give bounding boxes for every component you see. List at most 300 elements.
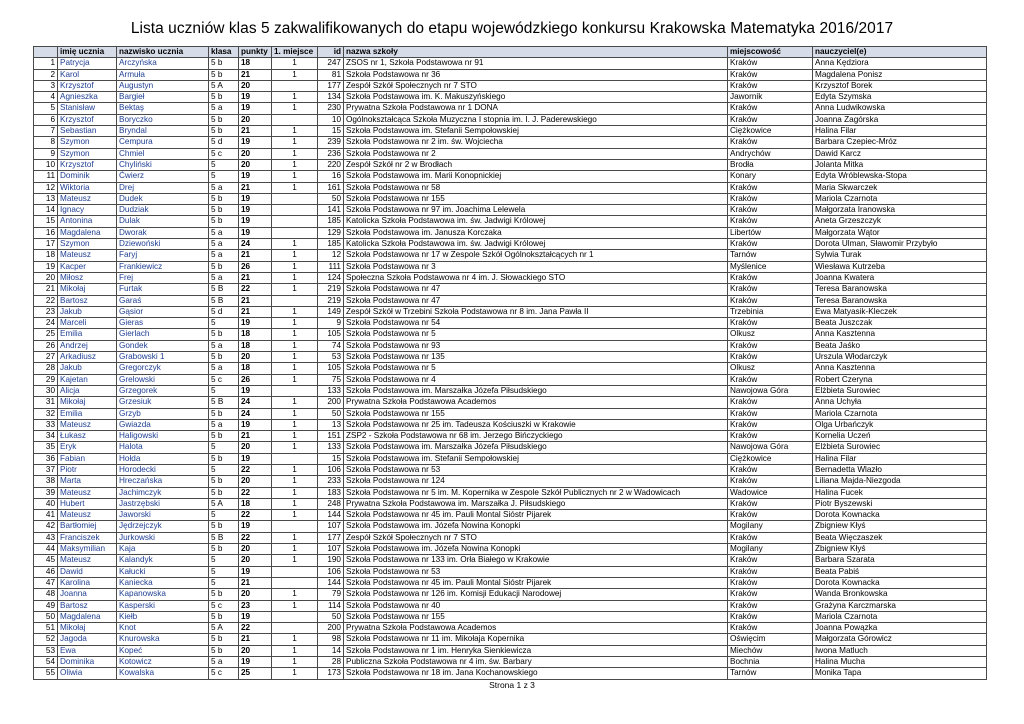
row-number: 13 <box>34 193 58 204</box>
class-cell: 5 b <box>209 634 239 645</box>
school-name-cell: Szkoła Podstawowa nr 1 im. Henryka Sienkiewicza <box>344 645 728 656</box>
student-first-name: Joanna <box>58 589 117 600</box>
row-number: 26 <box>34 340 58 351</box>
table-row <box>34 498 987 509</box>
school-id-cell: 141 <box>318 205 344 216</box>
row-number: 35 <box>34 442 58 453</box>
teacher-cell: Edyta Szymska <box>813 92 987 103</box>
school-name-cell: Szkoła Podstawowa nr 155 <box>344 408 728 419</box>
row-number: 16 <box>34 227 58 238</box>
first-place-cell: 1 <box>272 171 318 182</box>
table-row <box>34 385 987 396</box>
school-id-cell: 106 <box>318 464 344 475</box>
class-cell: 5 c <box>209 668 239 679</box>
student-last-name: Faryj <box>117 250 209 261</box>
header-first-name: imię ucznia <box>58 47 117 58</box>
first-place-cell <box>272 216 318 227</box>
school-name-cell: Prywatna Szkoła Podstawowa Academos <box>344 623 728 634</box>
student-last-name: Dziewoński <box>117 239 209 250</box>
school-id-cell: 79 <box>318 589 344 600</box>
class-cell: 5 d <box>209 306 239 317</box>
student-first-name: Bartłomiej <box>58 521 117 532</box>
teacher-cell: Liliana Majda-Niezgoda <box>813 476 987 487</box>
students-table <box>33 46 987 680</box>
class-cell: 5 a <box>209 419 239 430</box>
city-cell: Kraków <box>728 284 813 295</box>
teacher-cell: Dorota Ulman, Sławomir Przybyło <box>813 239 987 250</box>
points-cell: 20 <box>239 589 272 600</box>
row-number: 14 <box>34 205 58 216</box>
row-number: 12 <box>34 182 58 193</box>
first-place-cell: 1 <box>272 137 318 148</box>
city-cell: Kraków <box>728 577 813 588</box>
first-place-cell: 1 <box>272 408 318 419</box>
student-first-name: Mateusz <box>58 193 117 204</box>
row-number: 18 <box>34 250 58 261</box>
student-last-name: Jachimczyk <box>117 487 209 498</box>
student-last-name: Haligowski <box>117 431 209 442</box>
student-last-name: Furtak <box>117 284 209 295</box>
table-row <box>34 227 987 238</box>
points-cell: 19 <box>239 318 272 329</box>
school-id-cell: 239 <box>318 137 344 148</box>
first-place-cell: 1 <box>272 239 318 250</box>
row-number: 29 <box>34 374 58 385</box>
school-name-cell: Publiczna Szkoła Podstawowa nr 4 im. św. Barbary <box>344 657 728 668</box>
row-number: 5 <box>34 103 58 114</box>
row-number: 55 <box>34 668 58 679</box>
row-number: 17 <box>34 239 58 250</box>
first-place-cell: 1 <box>272 58 318 69</box>
table-row <box>34 352 987 363</box>
school-id-cell: 105 <box>318 329 344 340</box>
points-cell: 19 <box>239 205 272 216</box>
first-place-cell: 1 <box>272 284 318 295</box>
student-last-name: Gieras <box>117 318 209 329</box>
student-last-name: Jastrzębski <box>117 498 209 509</box>
school-name-cell: Szkoła Podstawowa nr 124 <box>344 476 728 487</box>
student-last-name: Jurkowski <box>117 532 209 543</box>
teacher-cell: Robert Czeryna <box>813 374 987 385</box>
student-first-name: Dominika <box>58 657 117 668</box>
teacher-cell: Dorota Kownacka <box>813 510 987 521</box>
class-cell: 5 a <box>209 182 239 193</box>
city-cell: Libertów <box>728 227 813 238</box>
student-first-name: Agnieszka <box>58 92 117 103</box>
points-cell: 26 <box>239 374 272 385</box>
row-number: 48 <box>34 589 58 600</box>
school-name-cell: Szkoła Podstawowa nr 58 <box>344 182 728 193</box>
school-name-cell: Szkoła Podstawowa nr 5 <box>344 329 728 340</box>
points-cell: 20 <box>239 80 272 91</box>
row-number: 33 <box>34 419 58 430</box>
table-row <box>34 182 987 193</box>
row-number: 24 <box>34 318 58 329</box>
first-place-cell: 1 <box>272 532 318 543</box>
teacher-cell: Krzysztof Borek <box>813 80 987 91</box>
school-name-cell: Prywatna Szkoła Podstawowa nr 1 DONA <box>344 103 728 114</box>
table-row <box>34 589 987 600</box>
student-first-name: Bartosz <box>58 600 117 611</box>
points-cell: 20 <box>239 555 272 566</box>
row-number: 32 <box>34 408 58 419</box>
school-id-cell: 133 <box>318 385 344 396</box>
points-cell: 20 <box>239 159 272 170</box>
row-number: 15 <box>34 216 58 227</box>
school-name-cell: Szkoła Podstawowa im. Józefa Nowina Konopki <box>344 521 728 532</box>
student-first-name: Mikołaj <box>58 284 117 295</box>
student-first-name: Arkadiusz <box>58 352 117 363</box>
school-id-cell: 15 <box>318 453 344 464</box>
school-id-cell: 177 <box>318 532 344 543</box>
school-id-cell: 233 <box>318 476 344 487</box>
points-cell: 20 <box>239 114 272 125</box>
points-cell: 22 <box>239 487 272 498</box>
school-name-cell: ZSP2 - Szkoła Podstawowa nr 68 im. Jerzego Bińczyckiego <box>344 431 728 442</box>
points-cell: 18 <box>239 498 272 509</box>
student-last-name: Horodecki <box>117 464 209 475</box>
student-last-name: Gondek <box>117 340 209 351</box>
first-place-cell: 1 <box>272 442 318 453</box>
first-place-cell: 1 <box>272 103 318 114</box>
first-place-cell <box>272 205 318 216</box>
city-cell: Kraków <box>728 419 813 430</box>
school-name-cell: Szkoła Podstawowa im. Stefanii Sempołowskiej <box>344 453 728 464</box>
table-row <box>34 205 987 216</box>
student-last-name: Cempura <box>117 137 209 148</box>
city-cell: Tarnów <box>728 668 813 679</box>
student-last-name: Garaś <box>117 295 209 306</box>
table-row <box>34 453 987 464</box>
city-cell: Kraków <box>728 600 813 611</box>
student-last-name: Knurowska <box>117 634 209 645</box>
school-id-cell: 75 <box>318 374 344 385</box>
city-cell: Kraków <box>728 408 813 419</box>
table-row <box>34 397 987 408</box>
first-place-cell: 1 <box>272 363 318 374</box>
student-first-name: Maksymilian <box>58 544 117 555</box>
student-last-name: Jędrzejczyk <box>117 521 209 532</box>
first-place-cell: 1 <box>272 657 318 668</box>
student-first-name: Sebastian <box>58 126 117 137</box>
first-place-cell: 1 <box>272 668 318 679</box>
school-id-cell: 74 <box>318 340 344 351</box>
student-first-name: Łukasz <box>58 431 117 442</box>
teacher-cell: Piotr Byszewski <box>813 498 987 509</box>
school-id-cell: 81 <box>318 69 344 80</box>
teacher-cell: Beata Pabiś <box>813 566 987 577</box>
points-cell: 22 <box>239 532 272 543</box>
first-place-cell: 1 <box>272 464 318 475</box>
class-cell: 5 <box>209 385 239 396</box>
row-number: 2 <box>34 69 58 80</box>
table-row <box>34 295 987 306</box>
school-id-cell: 151 <box>318 431 344 442</box>
teacher-cell: Małgorzata Górowicz <box>813 634 987 645</box>
student-last-name: Kopeć <box>117 645 209 656</box>
teacher-cell: Mariola Czarnota <box>813 408 987 419</box>
city-cell: Kraków <box>728 555 813 566</box>
school-id-cell: 133 <box>318 442 344 453</box>
row-number: 31 <box>34 397 58 408</box>
student-last-name: Gwiazda <box>117 419 209 430</box>
first-place-cell: 1 <box>272 431 318 442</box>
row-number: 27 <box>34 352 58 363</box>
city-cell: Ciężkowice <box>728 126 813 137</box>
row-number: 52 <box>34 634 58 645</box>
points-cell: 19 <box>239 385 272 396</box>
student-first-name: Krzysztof <box>58 159 117 170</box>
row-number: 39 <box>34 487 58 498</box>
teacher-cell: Wanda Bronkowska <box>813 589 987 600</box>
first-place-cell: 1 <box>272 555 318 566</box>
first-place-cell: 1 <box>272 126 318 137</box>
table-row <box>34 442 987 453</box>
row-number: 6 <box>34 114 58 125</box>
city-cell: Brodła <box>728 159 813 170</box>
teacher-cell: Maria Skwarczek <box>813 182 987 193</box>
city-cell: Nawojowa Góra <box>728 385 813 396</box>
student-first-name: Emilia <box>58 329 117 340</box>
class-cell: 5 <box>209 566 239 577</box>
class-cell: 5 <box>209 171 239 182</box>
school-name-cell: Szkoła Podstawowa nr 18 im. Jana Kochanowskiego <box>344 668 728 679</box>
first-place-cell: 1 <box>272 148 318 159</box>
class-cell: 5 c <box>209 600 239 611</box>
teacher-cell: Olga Urbańczyk <box>813 419 987 430</box>
city-cell: Kraków <box>728 318 813 329</box>
points-cell: 25 <box>239 668 272 679</box>
student-last-name: Kiełb <box>117 611 209 622</box>
teacher-cell: Magdalena Ponisz <box>813 69 987 80</box>
teacher-cell: Barbara Szarata <box>813 555 987 566</box>
school-name-cell: Szkoła Podstawowa nr 4 <box>344 374 728 385</box>
first-place-cell <box>272 385 318 396</box>
points-cell: 19 <box>239 611 272 622</box>
student-last-name: Knot <box>117 623 209 634</box>
table-row <box>34 623 987 634</box>
row-number: 37 <box>34 464 58 475</box>
table-row <box>34 476 987 487</box>
row-number: 36 <box>34 453 58 464</box>
row-number: 41 <box>34 510 58 521</box>
first-place-cell <box>272 227 318 238</box>
points-cell: 20 <box>239 442 272 453</box>
student-first-name: Krzysztof <box>58 80 117 91</box>
student-last-name: Gregorczyk <box>117 363 209 374</box>
points-cell: 21 <box>239 634 272 645</box>
teacher-cell: Anna Kasztenna <box>813 363 987 374</box>
teacher-cell: Halina Filar <box>813 453 987 464</box>
school-id-cell: 114 <box>318 600 344 611</box>
school-id-cell: 98 <box>318 634 344 645</box>
school-name-cell: Szkoła Podstawowa im. K. Makuszyńskiego <box>344 92 728 103</box>
table-row <box>34 634 987 645</box>
points-cell: 21 <box>239 126 272 137</box>
student-last-name: Bryndal <box>117 126 209 137</box>
table-row <box>34 92 987 103</box>
class-cell: 5 b <box>209 544 239 555</box>
points-cell: 19 <box>239 227 272 238</box>
student-first-name: Mateusz <box>58 419 117 430</box>
class-cell: 5 b <box>209 329 239 340</box>
city-cell: Mogilany <box>728 521 813 532</box>
table-row <box>34 250 987 261</box>
class-cell: 5 b <box>209 521 239 532</box>
teacher-cell: Anna Ludwikowska <box>813 103 987 114</box>
city-cell: Kraków <box>728 532 813 543</box>
city-cell: Kraków <box>728 397 813 408</box>
city-cell: Andrychów <box>728 148 813 159</box>
first-place-cell: 1 <box>272 600 318 611</box>
table-row <box>34 487 987 498</box>
school-id-cell: 134 <box>318 92 344 103</box>
city-cell: Kraków <box>728 137 813 148</box>
row-number: 30 <box>34 385 58 396</box>
student-last-name: Hołda <box>117 453 209 464</box>
school-name-cell: Szkoła Podstawowa nr 133 im. Orła Białego w Krakowie <box>344 555 728 566</box>
class-cell: 5 c <box>209 148 239 159</box>
class-cell: 5 d <box>209 137 239 148</box>
city-cell: Kraków <box>728 476 813 487</box>
school-name-cell: ZSOS nr 1, Szkoła Podstawowa nr 91 <box>344 58 728 69</box>
student-first-name: Marceli <box>58 318 117 329</box>
city-cell: Tarnów <box>728 250 813 261</box>
first-place-cell <box>272 193 318 204</box>
school-name-cell: Szkoła Podstawowa nr 5 im. M. Kopernika w Zespole Szkół Publicznych nr 2 w Wadowicach <box>344 487 728 498</box>
school-id-cell: 50 <box>318 611 344 622</box>
table-row <box>34 374 987 385</box>
city-cell: Oświęcim <box>728 634 813 645</box>
table-row <box>34 329 987 340</box>
class-cell: 5 b <box>209 193 239 204</box>
teacher-cell: Elżbieta Surowiec <box>813 442 987 453</box>
points-cell: 26 <box>239 261 272 272</box>
points-cell: 18 <box>239 340 272 351</box>
student-last-name: Boryczko <box>117 114 209 125</box>
first-place-cell: 1 <box>272 318 318 329</box>
student-last-name: Frankiewicz <box>117 261 209 272</box>
table-row <box>34 577 987 588</box>
first-place-cell <box>272 453 318 464</box>
student-first-name: Jakub <box>58 363 117 374</box>
student-first-name: Hubert <box>58 498 117 509</box>
first-place-cell: 1 <box>272 182 318 193</box>
first-place-cell: 1 <box>272 272 318 283</box>
school-name-cell: Szkoła Podstawowa nr 155 <box>344 611 728 622</box>
student-first-name: Magdalena <box>58 227 117 238</box>
student-last-name: Kowalska <box>117 668 209 679</box>
header-id: id <box>318 47 344 58</box>
city-cell: Miechów <box>728 645 813 656</box>
row-number: 42 <box>34 521 58 532</box>
teacher-cell: Halina Filar <box>813 126 987 137</box>
table-row <box>34 532 987 543</box>
student-first-name: Ignacy <box>58 205 117 216</box>
table-row <box>34 408 987 419</box>
table-row <box>34 261 987 272</box>
class-cell: 5 b <box>209 69 239 80</box>
school-name-cell: Szkoła Podstawowa nr 47 <box>344 295 728 306</box>
table-row <box>34 645 987 656</box>
student-first-name: Karol <box>58 69 117 80</box>
student-first-name: Wiktoria <box>58 182 117 193</box>
student-first-name: Jagoda <box>58 634 117 645</box>
school-id-cell: 107 <box>318 521 344 532</box>
row-number: 46 <box>34 566 58 577</box>
points-cell: 20 <box>239 645 272 656</box>
points-cell: 19 <box>239 137 272 148</box>
row-number: 34 <box>34 431 58 442</box>
school-name-cell: Szkoła Podstawowa im. Marii Konopnickiej <box>344 171 728 182</box>
first-place-cell: 1 <box>272 306 318 317</box>
school-name-cell: Zespół Szkół nr 2 w Brodłach <box>344 159 728 170</box>
student-last-name: Jaworski <box>117 510 209 521</box>
student-last-name: Augustyn <box>117 80 209 91</box>
points-cell: 18 <box>239 363 272 374</box>
city-cell: Kraków <box>728 589 813 600</box>
points-cell: 22 <box>239 510 272 521</box>
teacher-cell: Małgorzata Iranowska <box>813 205 987 216</box>
student-last-name: Armuła <box>117 69 209 80</box>
city-cell: Kraków <box>728 80 813 91</box>
student-last-name: Dworak <box>117 227 209 238</box>
first-place-cell <box>272 566 318 577</box>
class-cell: 5 A <box>209 623 239 634</box>
class-cell: 5 b <box>209 453 239 464</box>
teacher-cell: Dorota Kownacka <box>813 577 987 588</box>
school-name-cell: Szkoła Podstawowa nr 93 <box>344 340 728 351</box>
table-row <box>34 340 987 351</box>
points-cell: 21 <box>239 295 272 306</box>
first-place-cell <box>272 114 318 125</box>
teacher-cell: Wiesława Kutrzeba <box>813 261 987 272</box>
school-id-cell: 219 <box>318 295 344 306</box>
first-place-cell: 1 <box>272 69 318 80</box>
school-name-cell: Szkoła Podstawowa im. Marszałka Józefa Piłsudskiego <box>344 385 728 396</box>
first-place-cell: 1 <box>272 510 318 521</box>
student-first-name: Mateusz <box>58 250 117 261</box>
school-id-cell: 200 <box>318 397 344 408</box>
header-lp <box>34 47 58 58</box>
student-first-name: Mikołaj <box>58 623 117 634</box>
city-cell: Kraków <box>728 464 813 475</box>
class-cell: 5 b <box>209 645 239 656</box>
school-name-cell: Szkoła Podstawowa nr 11 im. Mikołaja Kopernika <box>344 634 728 645</box>
student-first-name: Mateusz <box>58 555 117 566</box>
student-last-name: Kalandyk <box>117 555 209 566</box>
school-name-cell: Zespół Szkół Społecznych nr 7 STO <box>344 532 728 543</box>
school-name-cell: Prywatna Szkoła Podstawowa im. Marszałka J. Piłsudskiego <box>344 498 728 509</box>
school-id-cell: 177 <box>318 80 344 91</box>
table-row <box>34 306 987 317</box>
city-cell: Kraków <box>728 498 813 509</box>
city-cell: Kraków <box>728 239 813 250</box>
table-row <box>34 171 987 182</box>
student-first-name: Emilia <box>58 408 117 419</box>
teacher-cell: Anna Uchyła <box>813 397 987 408</box>
school-name-cell: Społeczna Szkoła Podstawowa nr 4 im. J. Słowackiego STO <box>344 272 728 283</box>
school-id-cell: 107 <box>318 544 344 555</box>
student-first-name: Stanisław <box>58 103 117 114</box>
first-place-cell <box>272 295 318 306</box>
school-name-cell: Szkoła Podstawowa nr 3 <box>344 261 728 272</box>
school-id-cell: 53 <box>318 352 344 363</box>
table-row <box>34 114 987 125</box>
points-cell: 20 <box>239 352 272 363</box>
header-punkty: punkty <box>239 47 272 58</box>
row-number: 43 <box>34 532 58 543</box>
